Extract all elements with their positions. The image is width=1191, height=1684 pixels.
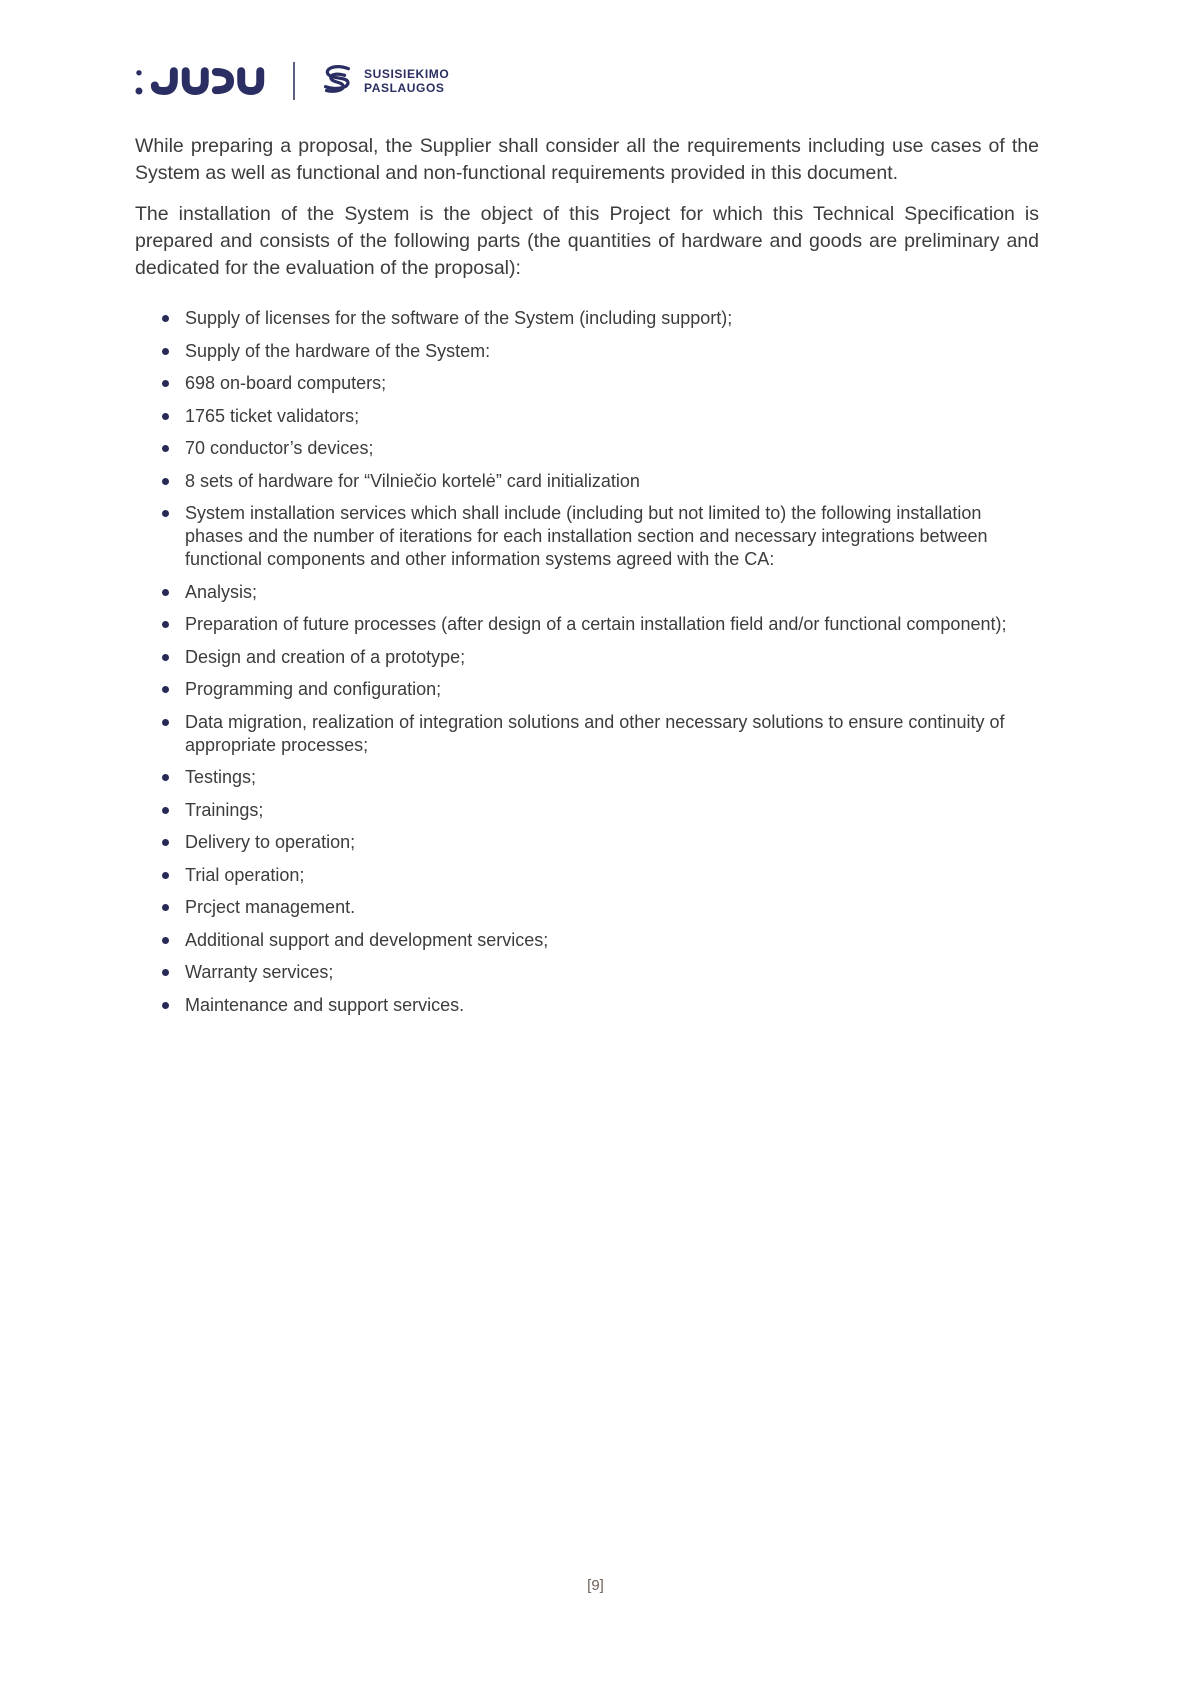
list-item-text: Warranty services; [185,962,334,982]
list-item [135,613,1039,636]
document-body [135,133,1039,1017]
list-item [135,929,1039,952]
page-number: [9] [587,1577,604,1594]
paragraph: While preparing a proposal, the Supplier shall consider all the requirements including use cases of the System as well as functional and non-functional requirements provided in this document. [135,135,1039,184]
list-item-text: Testings; [185,767,257,787]
list-item-text: 1765 ticket validators; [185,405,360,426]
list-item [135,307,1039,330]
judu-logo [135,66,265,97]
list-item-text: Data migration, realization of integration solutions and other necessary solutions to ensure continuity of appropriate processes; [185,711,1005,755]
list-item-text: 8 sets of hardware for “Vilniečio kortelė” card initialization [185,470,640,491]
list-item [135,502,1039,571]
list-item [135,437,1039,460]
list-item [135,994,1039,1017]
list-item [135,372,1039,395]
list-item-text: Preparation of future processes (after design of a certain installation field and/or functional component); [185,614,1007,634]
list-item [135,405,1039,428]
s-waves-icon [317,62,355,100]
list-item [135,581,1039,604]
list-item-text: System installation services which shall include (including but not limited to) the following installation phases and the number of iterations for each installation section and necessary integrations between functional components and other information systems agreed with the CA: [185,503,988,569]
list-item-text: 70 conductor’s devices; [185,438,374,458]
list-item-text: Supply of licenses for the software of the System (including support); [185,308,733,328]
list-item-text: Trainings; [185,799,264,820]
list-item [135,340,1039,363]
requirements-list [135,307,1039,1017]
document-content [135,0,1039,1026]
list-item [135,896,1039,919]
intro-paragraphs [135,133,1039,282]
page-footer [0,1577,1191,1595]
list-item-text: Trial operation; [185,864,305,885]
list-item-text: Programming and configuration; [185,679,442,699]
partner-name [364,67,449,95]
list-item [135,961,1039,984]
judu-wordmark-icon [135,66,265,97]
partner-name-line1: SUSISIEKIMO [364,67,450,81]
list-item [135,864,1039,887]
list-item-text: Design and creation of a prototype; [185,646,466,667]
list-item [135,470,1039,493]
list-item [135,831,1039,854]
susisiekimo-paslaugos-logo [317,62,449,100]
list-item-text: Prcject management. [185,897,356,917]
list-item [135,766,1039,789]
list-item [135,678,1039,701]
list-item-text: Supply of the hardware of the System: [185,340,491,361]
list-item-text: Maintenance and support services. [185,994,465,1015]
list-item [135,646,1039,669]
list-item [135,711,1039,757]
list-item-text: 698 on-board computers; [185,373,387,393]
partner-name-line2: PASLAUGOS [364,81,445,95]
paragraph: The installation of the System is the object of this Project for which this Technical Specification is prepared and consists of the following parts (the quantities of hardware and goods are preliminary and dedicated for the evaluation of the proposal): [135,203,1039,279]
list-item-text: Additional support and development services; [185,929,549,950]
list-item-text: Analysis; [185,581,258,602]
list-item-text: Delivery to operation; [185,832,356,852]
list-item [135,799,1039,822]
header [135,60,1039,102]
logo-separator [293,62,295,100]
